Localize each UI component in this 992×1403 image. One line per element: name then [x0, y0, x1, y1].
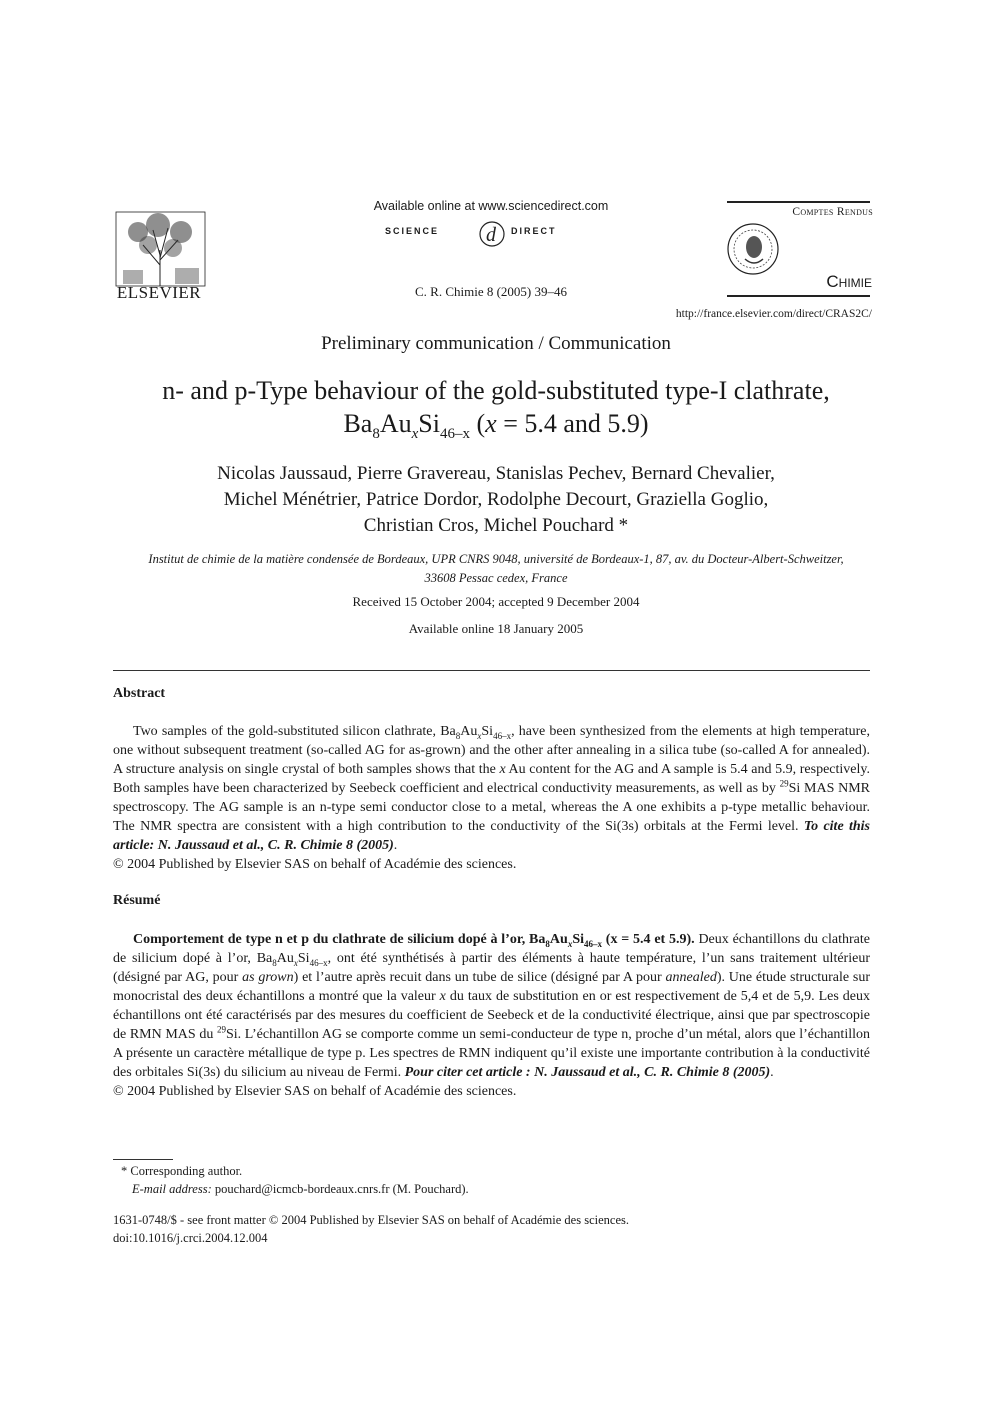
abstract-body — [113, 722, 870, 874]
title-line-1: n- and p-Type behaviour of the gold-substituted type-I clathrate, — [162, 376, 830, 405]
title-ba: Ba — [343, 409, 373, 438]
res-b-sub-46: 46–x — [584, 938, 602, 949]
section-divider — [113, 670, 870, 671]
authors-line-1: Nicolas Jaussaud, Pierre Gravereau, Stanislas Pechev, Bernard Chevalier, — [217, 463, 775, 484]
sd-at-icon — [477, 217, 507, 249]
res-sub-x: x — [293, 957, 298, 968]
res-sup-29: 29 — [216, 1024, 226, 1035]
res-b-sub-x: x — [567, 938, 573, 949]
abs-cite: To cite this article: N. Jaussaud et al., C. R. Chimie 8 (2005) — [113, 819, 870, 853]
affiliation — [110, 550, 882, 588]
abs-sup-29: 29 — [779, 778, 789, 789]
cr-bottom-rule — [727, 295, 870, 297]
res-b-sub-8: 8 — [545, 938, 550, 949]
res-si: Si — [297, 951, 310, 966]
issn-line: 1631-0748/$ - see front matter © 2004 Published by Elsevier SAS on behalf of Académie des sciences. — [113, 1213, 629, 1227]
affiliation-line-1: Institut de chimie de la matière condensée de Bordeaux, UPR CNRS 9048, université de Bordeaux-1, 87, av. du Docteur-Albert-Schweitzer, — [148, 552, 844, 566]
title-rest: = 5.4 and 5.9) — [496, 409, 649, 438]
abs-text-2: , have been synthesized from the elements at high temperature, one without subsequent treatment (so-called AG for as-grown) and the other after annealing in a silica tube (so-called A for annealed). A structure analysis on single crystal of both samples shows that the — [113, 724, 870, 777]
res-sub-8: 8 — [272, 957, 277, 968]
res-text-3: ) et l’autre après recuit dans un tube de silice (désigné par A pour — [293, 970, 666, 985]
resume-bold-title — [133, 932, 695, 947]
res-text-1: Deux échantillons du clathrate de silicium dopé à l’or, Ba — [113, 932, 870, 966]
abs-text-4: Si MAS NMR spectroscopy. The AG sample is an n-type semi conductor close to a metal, whereas the A one exhibits a p-type metallic behaviour. The NMR spectra are consistent with a high contribution to the conductivity of the Si(3s) orbitals at the Fermi level. — [113, 781, 871, 834]
footnote-rule — [113, 1159, 173, 1160]
sciencedirect-logo — [385, 217, 595, 249]
article-title — [100, 374, 892, 443]
svg-text:d: d — [486, 224, 496, 246]
res-text-4: ). Une étude structurale sur monocristal des deux échantillons a montré que la valeur — [113, 970, 871, 1004]
res-end: . — [770, 1065, 774, 1080]
title-si-sub: 46–x — [439, 426, 470, 443]
email-address[interactable]: pouchard@icmcb-bordeaux.cnrs.fr (M. Pouchard). — [211, 1182, 469, 1196]
available-online-date: Available online 18 January 2005 — [408, 621, 584, 636]
title-au-sub: x — [411, 426, 419, 443]
email-label: E-mail address: — [132, 1182, 212, 1196]
sd-science-word: SCIENCE — [385, 226, 440, 236]
abstract-paragraph — [113, 722, 870, 855]
res-b-si: Si — [572, 932, 584, 947]
abstract-copyright: © 2004 Published by Elsevier SAS on behalf of Académie des sciences. — [113, 857, 517, 872]
abs-sub-x: x — [477, 730, 482, 741]
abs-text-3: Au content for the AG and A sample is 5.4 and 5.9, respectively. Both samples have been characterized by Seebeck coefficient and electrical conductivity measurements, as well as by — [113, 762, 870, 796]
title-ba-sub: 8 — [372, 426, 380, 443]
author-list — [110, 461, 882, 539]
res-b-au: Au — [549, 932, 568, 947]
resume-paragraph — [113, 930, 870, 1082]
abs-end: . — [393, 838, 398, 853]
abs-sub-46: 46–x — [493, 730, 512, 741]
email-note — [132, 1182, 832, 1197]
authors-line-2: Michel Ménétrier, Patrice Dordor, Rodolphe Decourt, Graziella Goglio, — [223, 489, 769, 510]
res-au: Au — [276, 951, 294, 966]
article-section-type: Preliminary communication / Communication — [321, 333, 671, 354]
comptes-rendus-label: Comptes Rendus — [792, 206, 873, 218]
sd-direct-word: DIRECT — [511, 226, 557, 236]
authors-line-3: Christian Cros, Michel Pouchard * — [363, 515, 629, 536]
res-text-5: du taux de substitution en or est respectivement de 5,4 et de 5,9. Les deux échantillons ont été caractérisés par des mesures du coefficient de Seebeck et de la conductivité électrique, ainsi que par spectroscopie de RMN MAS du — [113, 989, 870, 1042]
abs-x: x — [499, 762, 506, 777]
res-sub-46: 46–x — [309, 957, 328, 968]
resume-copyright: © 2004 Published by Elsevier SAS on behalf of Académie des sciences. — [113, 1084, 517, 1099]
res-b-paren: (x = 5.4 et 5.9). — [602, 932, 695, 947]
res-b1: Comportement de type n et p du clathrate de silicium dopé à l’or, Ba — [133, 932, 546, 947]
res-cite: Pour citer cet article : N. Jaussaud et al., C. R. Chimie 8 (2005) — [404, 1065, 771, 1080]
abstract-heading: Abstract — [113, 686, 166, 701]
title-au: Au — [379, 409, 412, 438]
abs-au: Au — [460, 724, 478, 739]
resume-body — [113, 930, 870, 1101]
elsevier-wordmark: ELSEVIER — [116, 283, 202, 302]
journal-reference: C. R. Chimie 8 (2005) 39–46 — [414, 284, 568, 299]
abs-sub-8: 8 — [455, 730, 461, 741]
res-text-6: Si. L’échantillon AG se comporte comme un semi-conducteur de type n, proche d’un métal, alors que l’échantillon A présente un caractère métallique de type p. Les spectres de RMN indiquent qu’il existe une importante contribution à la conductivité des orbitales Si(3s) du silicium au niveau de Fermi. — [113, 1027, 870, 1080]
resume-heading: Résumé — [113, 893, 161, 908]
title-line-2: $Ba_8Au_xSi_{46-x}$ (x = 5.4 and 5.9) — [343, 409, 649, 443]
res-annealed: annealed — [665, 970, 717, 985]
journal-url[interactable]: http://france.elsevier.com/direct/CRAS2C/ — [675, 308, 872, 320]
abs-si: Si — [481, 724, 494, 739]
title-si: Si — [418, 409, 440, 438]
res-text-2: , ont été synthétisés à partir des éléments à haute température, l’un sans traitement ultérieur (désigné par AG, pour — [113, 951, 870, 985]
corresponding-author-note: * Corresponding author. — [121, 1164, 243, 1178]
title-x: x — [485, 409, 497, 438]
res-x: x — [439, 989, 446, 1004]
doi-link[interactable]: doi:10.1016/j.crci.2004.12.004 — [113, 1231, 268, 1245]
abs-text-1: Two samples of the gold-substituted silicon clathrate, Ba — [133, 724, 456, 739]
affiliation-line-2: 33608 Pessac cedex, France — [424, 571, 568, 585]
available-online-text: Available online at www.sciencedirect.com — [373, 199, 609, 213]
received-dates: Received 15 October 2004; accepted 9 December 2004 — [352, 594, 640, 609]
res-as-grown: as grown — [242, 970, 294, 985]
chimie-label: Chimie — [826, 272, 872, 291]
